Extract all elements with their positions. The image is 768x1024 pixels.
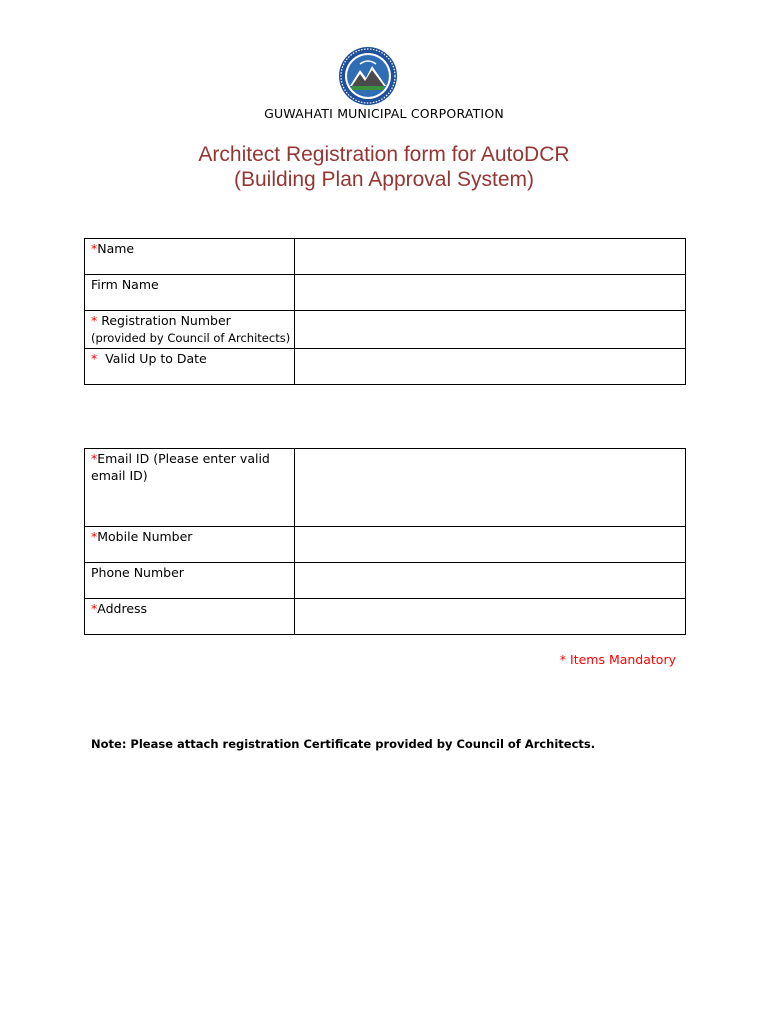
field-label-text: Email ID (Please enter valid email ID)	[91, 451, 270, 483]
attachment-note: Note: Please attach registration Certificate provided by Council of Architects.	[91, 737, 596, 751]
table-row	[85, 239, 686, 275]
field-label-address	[85, 599, 295, 635]
table-row	[85, 527, 686, 563]
contact-details-table	[84, 448, 686, 635]
field-label-firm-name	[85, 275, 295, 311]
organization-name: GUWAHATI MUNICIPAL CORPORATION	[264, 106, 504, 121]
registration-details-table	[84, 238, 686, 385]
table-row	[85, 449, 686, 527]
field-label-mobile-number	[85, 527, 295, 563]
field-label-email	[85, 449, 295, 527]
field-sublabel: (provided by Council of Architects)	[91, 331, 291, 345]
valid-up-to-date-field[interactable]	[295, 349, 686, 385]
mandatory-note: * Items Mandatory	[559, 652, 676, 667]
field-label-valid-up-to-date	[85, 349, 295, 385]
email-field[interactable]	[295, 449, 686, 527]
field-label-text: Mobile Number	[97, 529, 193, 544]
gmc-emblem-icon	[338, 46, 398, 106]
mobile-number-field[interactable]	[295, 527, 686, 563]
table-row	[85, 563, 686, 599]
required-marker: *	[91, 351, 98, 366]
table-row	[85, 349, 686, 385]
required-marker: *	[91, 601, 98, 616]
phone-number-field[interactable]	[295, 563, 686, 599]
field-label-text: Valid Up to Date	[97, 351, 207, 366]
field-label-text: Name	[97, 241, 135, 256]
field-label-text: Phone Number	[91, 565, 184, 580]
table-row	[85, 275, 686, 311]
title-line-1: Architect Registration form for AutoDCR	[198, 143, 570, 166]
address-field[interactable]	[295, 599, 686, 635]
name-field[interactable]	[295, 239, 686, 275]
field-label-text: Address	[97, 601, 148, 616]
title-line-2: (Building Plan Approval System)	[234, 168, 534, 191]
field-label-text: Registration Number	[97, 313, 231, 328]
required-marker: *	[91, 313, 98, 328]
field-label-phone-number	[85, 563, 295, 599]
required-marker: *	[91, 529, 98, 544]
field-label-registration-number	[85, 311, 295, 349]
firm-name-field[interactable]	[295, 275, 686, 311]
required-marker: *	[91, 451, 98, 466]
registration-number-field[interactable]	[295, 311, 686, 349]
field-label-text: Firm Name	[91, 277, 159, 292]
table-row	[85, 599, 686, 635]
required-marker: *	[91, 241, 98, 256]
page-title	[0, 142, 768, 192]
field-label-name	[85, 239, 295, 275]
table-row	[85, 311, 686, 349]
